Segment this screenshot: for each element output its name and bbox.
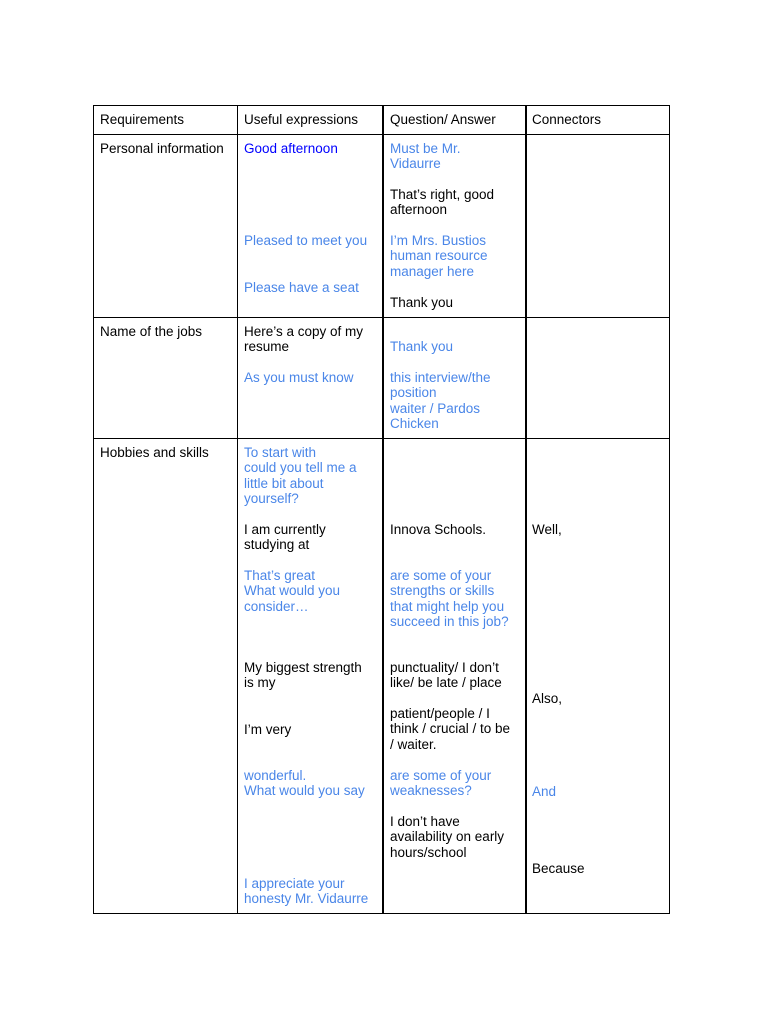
connector-well: Well, xyxy=(532,522,562,537)
expression-appreciate-honesty: I appreciate your honesty Mr. Vidaurre xyxy=(244,876,369,907)
qa-thank-you-2: Thank you xyxy=(390,339,454,354)
expression-wonderful: wonderful. What would you say xyxy=(244,768,365,799)
column-divider-2 xyxy=(382,105,384,914)
qa-strengths-or-skills: are some of your strengths or skills that might help you succeed in this job? xyxy=(390,568,509,630)
requirement-hobbies-and-skills: Hobbies and skills xyxy=(100,445,209,460)
expression-pleased-to-meet-you: Pleased to meet you xyxy=(244,233,368,248)
qa-patient-people: patient/people / I think / crucial / to be / waiter. xyxy=(390,706,511,752)
expression-currently-studying: I am currently studying at xyxy=(244,522,326,553)
table-border-top xyxy=(93,105,670,106)
header-requirements: Requirements xyxy=(100,112,185,127)
header-divider xyxy=(93,134,670,135)
interview-table xyxy=(93,105,670,914)
expression-im-very: I’m very xyxy=(244,722,292,737)
connector-and: And xyxy=(532,784,557,799)
column-divider-3 xyxy=(525,105,527,914)
table-border-left xyxy=(93,105,94,914)
row-divider-1 xyxy=(93,317,670,318)
qa-innova-schools: Innova Schools. xyxy=(390,522,487,537)
connector-also: Also, xyxy=(532,691,563,706)
expression-copy-of-resume: Here’s a copy of my resume xyxy=(244,324,364,355)
qa-thats-right: That’s right, good afternoon xyxy=(390,187,495,218)
expression-thats-great: That’s great What would you consider… xyxy=(244,568,341,614)
connector-because: Because xyxy=(532,861,585,876)
requirement-personal-information: Personal information xyxy=(100,141,224,156)
expression-good-afternoon: Good afternoon xyxy=(244,141,338,156)
expression-to-start-with: To start with could you tell me a little bit about yourself? xyxy=(244,445,357,507)
expression-as-you-must-know: As you must know xyxy=(244,370,354,385)
row-divider-2 xyxy=(93,438,670,439)
table-border-bottom xyxy=(93,913,670,914)
qa-availability: I don’t have availability on early hours/school xyxy=(390,814,505,860)
qa-im-mrs-bustios: I’m Mrs. Bustios human resource manager here xyxy=(390,233,488,279)
header-useful-expressions: Useful expressions xyxy=(244,112,359,127)
table-border-right xyxy=(669,105,670,914)
qa-thank-you-1: Thank you xyxy=(390,295,454,310)
qa-interview-position: this interview/the position waiter / Pardos Chicken xyxy=(390,370,491,432)
column-divider-1 xyxy=(237,105,238,914)
qa-must-be-mr-vidaurre: Must be Mr. Vidaurre xyxy=(390,141,461,172)
requirement-name-of-the-jobs: Name of the jobs xyxy=(100,324,203,339)
expression-please-have-a-seat: Please have a seat xyxy=(244,280,359,295)
expression-biggest-strength: My biggest strength is my xyxy=(244,660,362,691)
qa-punctuality: punctuality/ I don’t like/ be late / place xyxy=(390,660,502,691)
qa-weaknesses: are some of your weaknesses? xyxy=(390,768,492,799)
header-question-answer: Question/ Answer xyxy=(390,112,496,127)
header-connectors: Connectors xyxy=(532,112,602,127)
